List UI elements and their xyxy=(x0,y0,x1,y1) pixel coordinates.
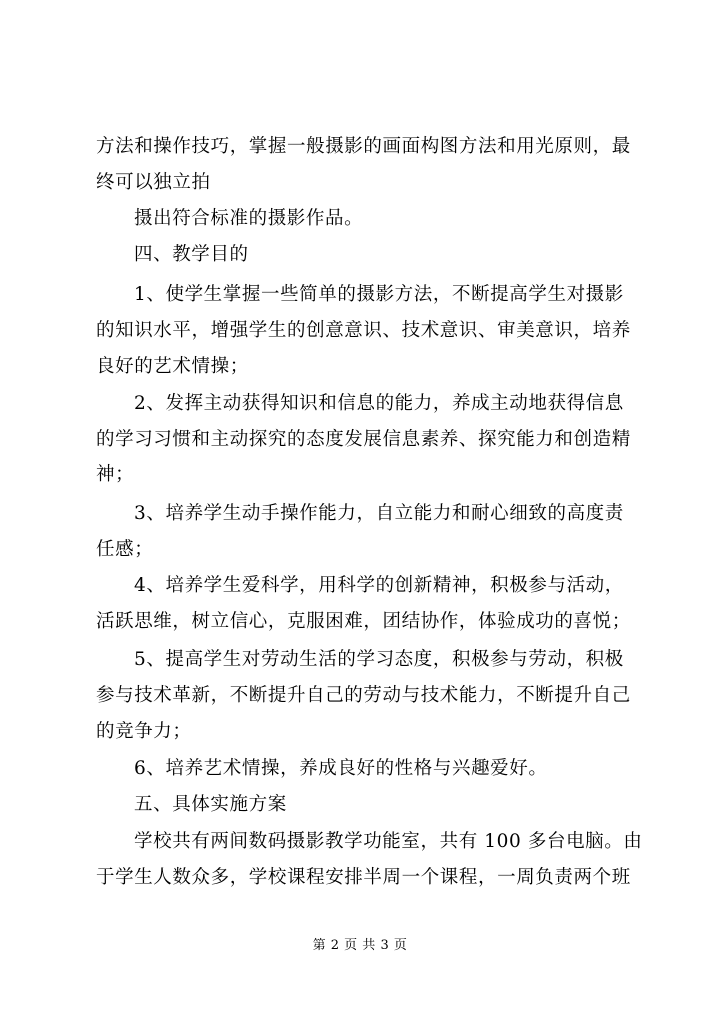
text-line: 方法和操作技巧，掌握一般摄影的画面构图方法和用光原则，最 xyxy=(96,136,631,157)
text-line: 2、发挥主动获得知识和信息的能力，养成主动地获得信息 xyxy=(134,393,624,414)
text-line: 6、培养艺术情操，养成良好的性格与兴趣爱好。 xyxy=(134,758,548,779)
text-line: 1、使学生掌握一些简单的摄影方法，不断提高学生对摄影 xyxy=(134,284,624,305)
text-line: 的知识水平，增强学生的创意意识、技术意识、审美意识，培养 xyxy=(96,320,631,341)
text-line: 3、培养学生动手操作能力，自立能力和耐心细致的高度责 xyxy=(134,503,624,524)
text-line: 4、培养学生爱科学，用科学的创新精神，积极参与活动， xyxy=(134,575,624,596)
text-line: 的学习习惯和主动探究的态度发展信息素养、探究能力和创造精 xyxy=(96,429,631,450)
text-line: 活跃思维，树立信心，克服困难，团结协作，体验成功的喜悦； xyxy=(96,611,631,632)
section-heading: 五、具体实施方案 xyxy=(134,794,287,815)
text-line: 神； xyxy=(96,464,135,485)
text-line: 于学生人数众多，学校课程安排半周一个课程，一周负责两个班 xyxy=(96,867,631,888)
text-line: 终可以独立拍 xyxy=(96,172,211,193)
section-heading: 四、教学目的 xyxy=(134,244,249,265)
text-line: 参与技术革新，不断提升自己的劳动与技术能力，不断提升自己 xyxy=(96,685,631,706)
text-line: 任感； xyxy=(96,539,154,560)
text-line: 5、提高学生对劳动生活的学习态度，积极参与劳动，积极 xyxy=(134,649,624,670)
text-line: 学校共有两间数码摄影教学功能室，共有 100 多台电脑。由 xyxy=(134,831,643,852)
text-line: 的竞争力； xyxy=(96,721,192,742)
text-line: 摄出符合标准的摄影作品。 xyxy=(134,208,364,229)
page-footer: 第 2 页 共 3 页 xyxy=(312,938,408,953)
text-line: 良好的艺术情操； xyxy=(96,356,249,377)
